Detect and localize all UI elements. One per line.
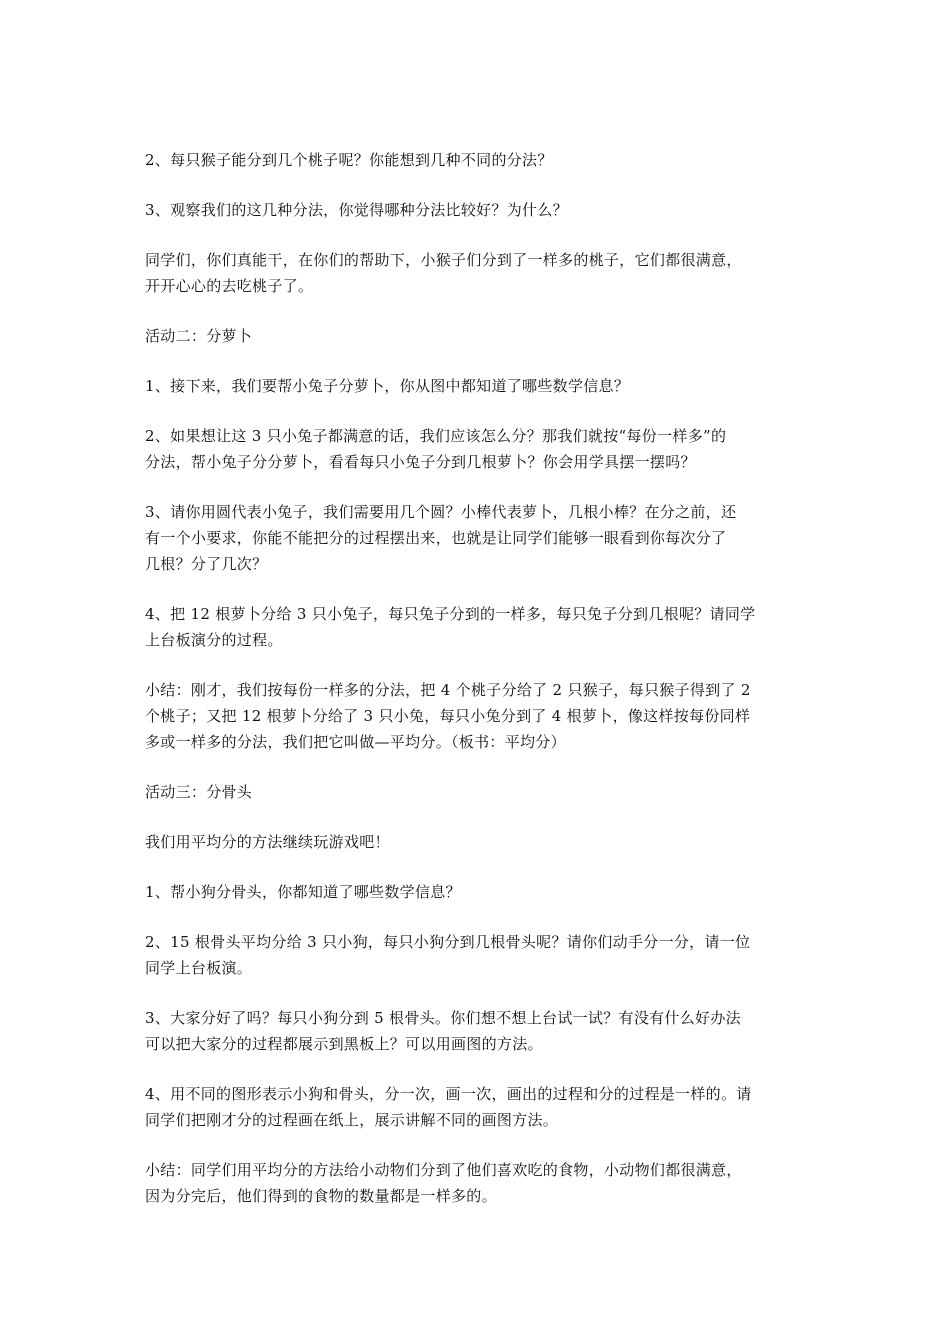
paragraph [145,879,810,905]
text-line: 3、观察我们的这几种分法，你觉得哪种分法比较好？为什么？ [145,201,568,219]
paragraph [145,1005,810,1057]
section-heading [145,779,810,805]
paragraph [145,929,810,981]
document-body [145,147,810,1233]
text-line: 同学们，你们真能干，在你们的帮助下，小猴子们分到了一样多的桃子，它们都很满意， [145,251,742,269]
text-line: 4、把 12 根萝卜分给 3 只小兔子，每只兔子分到的一样多，每只兔子分到几根呢？请同学 [145,605,756,623]
text-line: 活动三：分骨头 [145,783,253,801]
text-line: 2、如果想让这 3 只小兔子都满意的话，我们应该怎么分？那我们就按“每份一样多”的 [145,427,727,445]
text-line: 3、大家分好了吗？每只小狗分到 5 根骨头。你们想不想上台试一试？有没有什么好办法 [145,1009,741,1027]
paragraph [145,1081,810,1133]
paragraph [145,247,810,299]
text-line: 我们用平均分的方法继续玩游戏吧！ [145,833,390,851]
text-line: 1、接下来，我们要帮小兔子分萝卜，你从图中都知道了哪些数学信息？ [145,377,630,395]
paragraph [145,147,810,173]
text-line: 上台板演分的过程。 [145,631,283,649]
paragraph [145,423,810,475]
text-line: 4、用不同的图形表示小狗和骨头，分一次，画一次，画出的过程和分的过程是一样的。请 [145,1085,752,1103]
text-line: 同学们把刚才分的过程画在纸上，展示讲解不同的画图方法。 [145,1111,559,1129]
paragraph [145,601,810,653]
paragraph [145,829,810,855]
text-line: 因为分完后，他们得到的食物的数量都是一样多的。 [145,1187,497,1205]
paragraph [145,197,810,223]
text-line: 小结：刚才，我们按每份一样多的分法，把 4 个桃子分给了 2 只猴子，每只猴子得到了 2 [145,681,751,699]
text-line: 开开心心的去吃桃子了。 [145,277,314,295]
text-line: 2、15 根骨头平均分给 3 只小狗，每只小狗分到几根骨头呢？请你们动手分一分，请一位 [145,933,751,951]
summary-paragraph [145,677,810,755]
text-line: 个桃子；又把 12 根萝卜分给了 3 只小兔，每只小兔分到了 4 根萝卜，像这样按每份同样 [145,707,751,725]
text-line: 可以把大家分的过程都展示到黑板上？可以用画图的方法。 [145,1035,543,1053]
text-line: 小结：同学们用平均分的方法给小动物们分到了他们喜欢吃的食物，小动物们都很满意， [145,1161,742,1179]
text-line: 分法，帮小兔子分分萝卜，看看每只小兔子分到几根萝卜？你会用学具摆一摆吗？ [145,453,696,471]
paragraph [145,499,810,577]
text-line: 几根？分了几次？ [145,555,268,573]
text-line: 多或一样多的分法，我们把它叫做—平均分。（板书：平均分） [145,733,566,751]
summary-paragraph [145,1157,810,1209]
text-line: 3、请你用圆代表小兔子，我们需要用几个圆？小棒代表萝卜，几根小棒？在分之前，还 [145,503,737,521]
section-heading [145,323,810,349]
text-line: 2、每只猴子能分到几个桃子呢？你能想到几种不同的分法？ [145,151,553,169]
text-line: 活动二：分萝卜 [145,327,253,345]
text-line: 有一个小要求，你能不能把分的过程摆出来，也就是让同学们能够一眼看到你每次分了 [145,529,727,547]
paragraph [145,373,810,399]
text-line: 同学上台板演。 [145,959,253,977]
text-line: 1、帮小狗分骨头，你都知道了哪些数学信息？ [145,883,461,901]
